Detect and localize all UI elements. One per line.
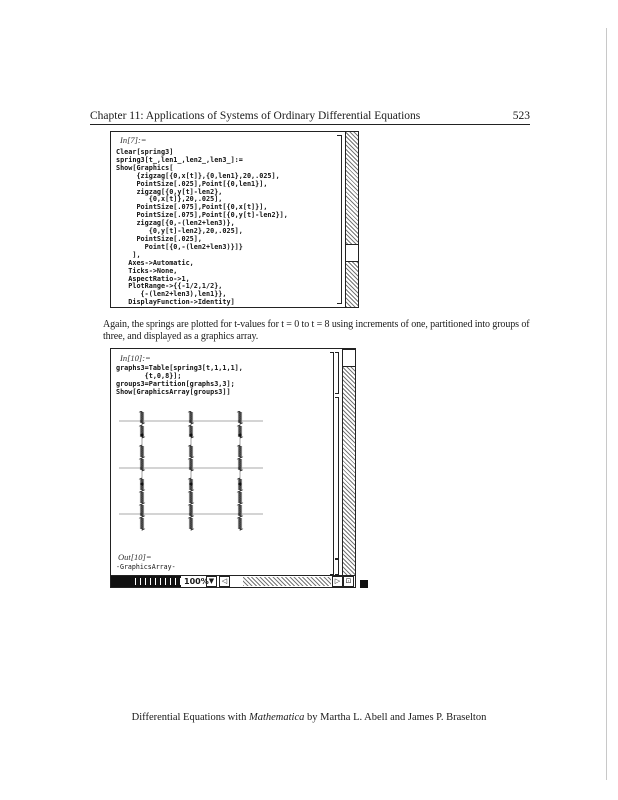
scroll-left-icon[interactable]: ◁ (219, 576, 230, 587)
input-label: In[7]:= (120, 135, 147, 145)
magnification-ruler[interactable] (111, 576, 181, 587)
vertical-scrollbar[interactable] (342, 349, 355, 576)
scroll-right-icon[interactable]: ▷ (332, 576, 343, 587)
graphics-array (116, 411, 266, 531)
resize-box-icon[interactable]: ⊡ (343, 576, 354, 587)
vertical-scrollbar[interactable] (345, 132, 358, 307)
page-edge-rule (606, 28, 607, 780)
page-footer (0, 712, 618, 723)
footer-prefix: Differential Equations with (131, 712, 249, 723)
output-label: Out[10]= (118, 552, 152, 562)
output-cell-bracket[interactable] (335, 559, 339, 575)
group-cell-bracket[interactable] (330, 352, 334, 575)
notebook-cell-in10[interactable] (110, 348, 356, 576)
scroll-thumb[interactable] (346, 244, 358, 262)
footer-title-italic: Mathematica (248, 712, 305, 723)
zoom-level[interactable]: 100% (184, 577, 209, 586)
horizontal-scrollbar[interactable] (243, 577, 331, 586)
output-value: -GraphicsArray- (116, 563, 176, 571)
caption-text: Again, the springs are plotted for t-values for t = 0 to t = 8 using increments of one, partitioned into groups of three, and displayed as a graphics array. (103, 319, 530, 342)
cell-bracket[interactable] (337, 135, 342, 304)
graphics-cell-bracket[interactable] (335, 397, 339, 559)
window-status-bar (110, 575, 356, 588)
page-number: 523 (512, 110, 530, 122)
notebook-cell-in7[interactable] (110, 131, 359, 308)
input-label: In[10]:= (120, 353, 151, 363)
zoom-dropdown-icon[interactable]: ▼ (206, 576, 217, 587)
header-rule (90, 124, 530, 125)
code-block[interactable]: Clear[spring3] spring3[t_,len1_,len2_,len3_]:= Show[Graphics[ {zigzag[{0,x[t]},{0,len1},20,.025], PointSize[.025],Point[{0,len1}], zigzag[{0,y[t]-len2}, {0,x[t]},20,.025], PointSize[.075],Point[{0,x[t]}], PointSize[.075],Point[{0,y[t]-len2}], zigzag[{0,-(len2+len3)}, {0,y[t]-len2},20,.025], PointSize[.025], Point[{0,-(len2+len3)}]} ], Axes->Automatic, Ticks->None, AspectRatio->1, PlotRange->{{-1/2,1/2}, {-(len2+len3),len1}}, DisplayFunction->Identity] (116, 148, 288, 307)
scroll-thumb[interactable] (343, 349, 355, 367)
input-cell-bracket[interactable] (335, 352, 339, 394)
chapter-title: Chapter 11: Applications of Systems of Ordinary Differential Equations (90, 110, 421, 122)
code-block[interactable]: graphs3=Table[spring3[t,1,1,1], {t,0,8}]; groups3=Partition[graphs3,3]; Show[GraphicsArray[groups3]] (116, 364, 243, 396)
end-of-example-marker (360, 580, 368, 588)
footer-suffix: by Martha L. Abell and James P. Braselton (304, 712, 487, 723)
